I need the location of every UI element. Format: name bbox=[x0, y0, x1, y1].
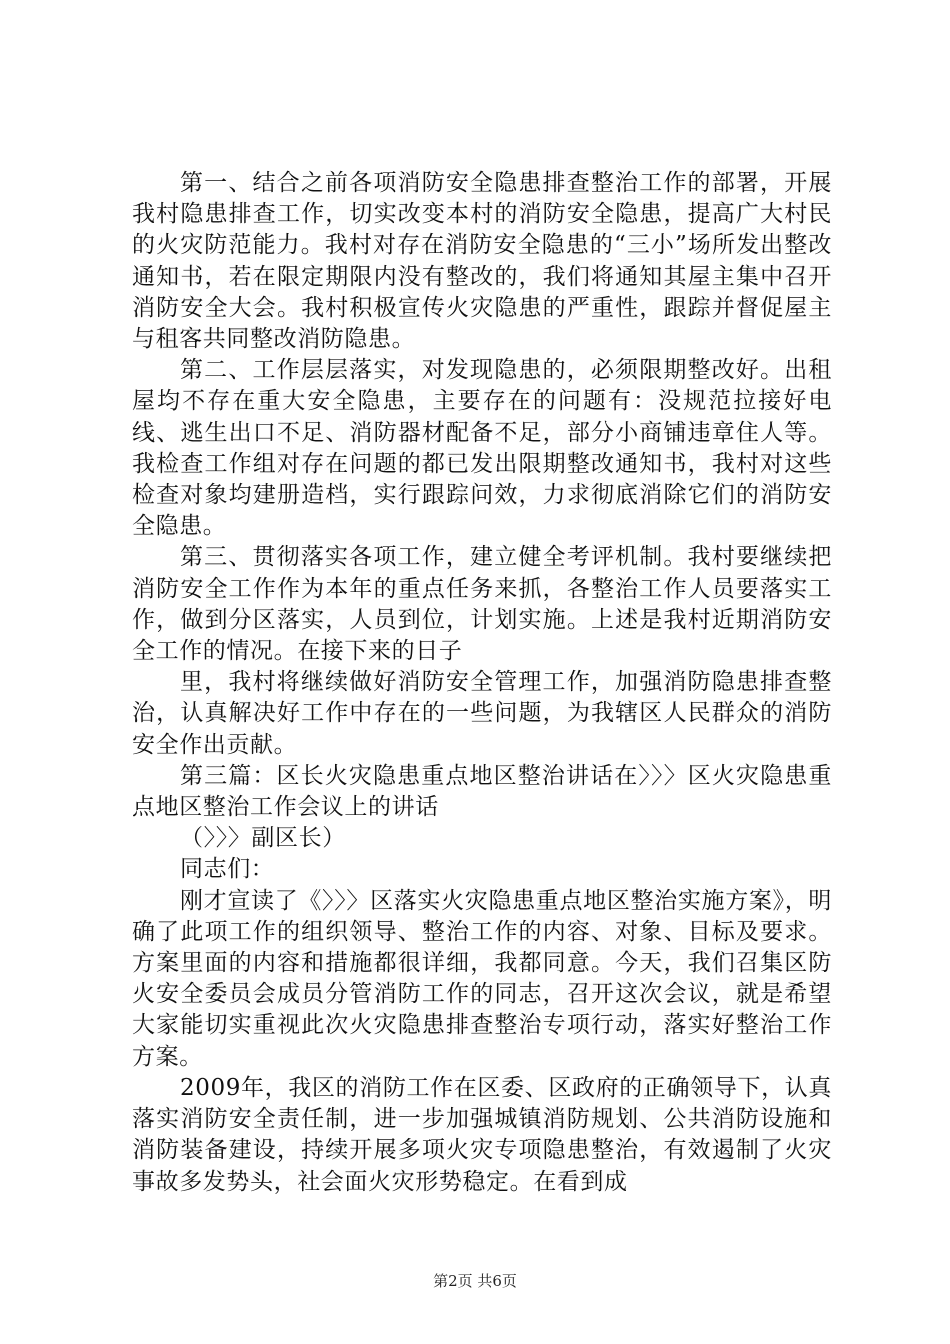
salutation: 同志们： bbox=[180, 856, 275, 883]
paragraph-2: 第二、工作层层落实，对发现隐患的，必须限期整改好。出租屋均不存在重大安全隐患，主要存在的问题有：没规范拉接好电线、逃生出口不足、消防器材配备不足，部分小商铺违章住人等。我检查工作组对存在问题的都已发出限期整改通知书，我村对这些检查对象均建册造档，实行跟踪问效，力求彻底消除它们的消防安全隐患。 bbox=[132, 357, 832, 540]
paragraph-4: 里，我村将继续做好消防安全管理工作，加强消防隐患排查整治，认真解决好工作中存在的一些问题，为我辖区人民群众的消防安全作出贡献。 bbox=[132, 669, 832, 758]
document-body bbox=[132, 168, 832, 1198]
paragraph-3: 第三、贯彻落实各项工作，建立健全考评机制。我村要继续把消防安全工作作为本年的重点任务来抓，各整治工作人员要落实工作，做到分区落实，人员到位，计划实施。上述是我村近期消防安全工作的情况。在接下来的日子 bbox=[132, 544, 832, 665]
paragraph-1: 第一、结合之前各项消防安全隐患排查整治工作的部署，开展我村隐患排查工作，切实改变本村的消防安全隐患，提高广大村民的火灾防范能力。我村对存在消防安全隐患的“三小”场所发出整改通知书，若在限定期限内没有整改的，我们将通知其屋主集中召开消防安全大会。我村积极宣传火灾隐患的严重性，跟踪并督促屋主与租客共同整改消防隐患。 bbox=[132, 170, 832, 353]
paragraph-5: 刚才宣读了《〉〉〉区落实火灾隐患重点地区整治实施方案》，明确了此项工作的组织领导、整治工作的内容、对象、目标及要求。方案里面的内容和措施都很详细，我都同意。今天，我们召集区防火安全委员会成员分管消防工作的同志，召开这次会议，就是希望大家能切实重视此次火灾隐患排查整治专项行动，落实好整治工作方案。 bbox=[132, 887, 832, 1070]
paragraph-6: 2009年，我区的消防工作在区委、区政府的正确领导下，认真落实消防安全责任制，进一步加强城镇消防规划、公共消防设施和消防装备建设，持续开展多项火灾专项隐患整治，有效遏制了火灾事故多发势头，社会面火灾形势稳定。在看到成 bbox=[132, 1074, 832, 1195]
page-number-footer: 第2页 共6页 bbox=[433, 1272, 517, 1290]
section-heading: 第三篇：区长火灾隐患重点地区整治讲话在〉〉〉区火灾隐患重点地区整治工作会议上的讲话 bbox=[132, 762, 832, 821]
speaker-line: （〉〉〉副区长） bbox=[180, 825, 346, 852]
